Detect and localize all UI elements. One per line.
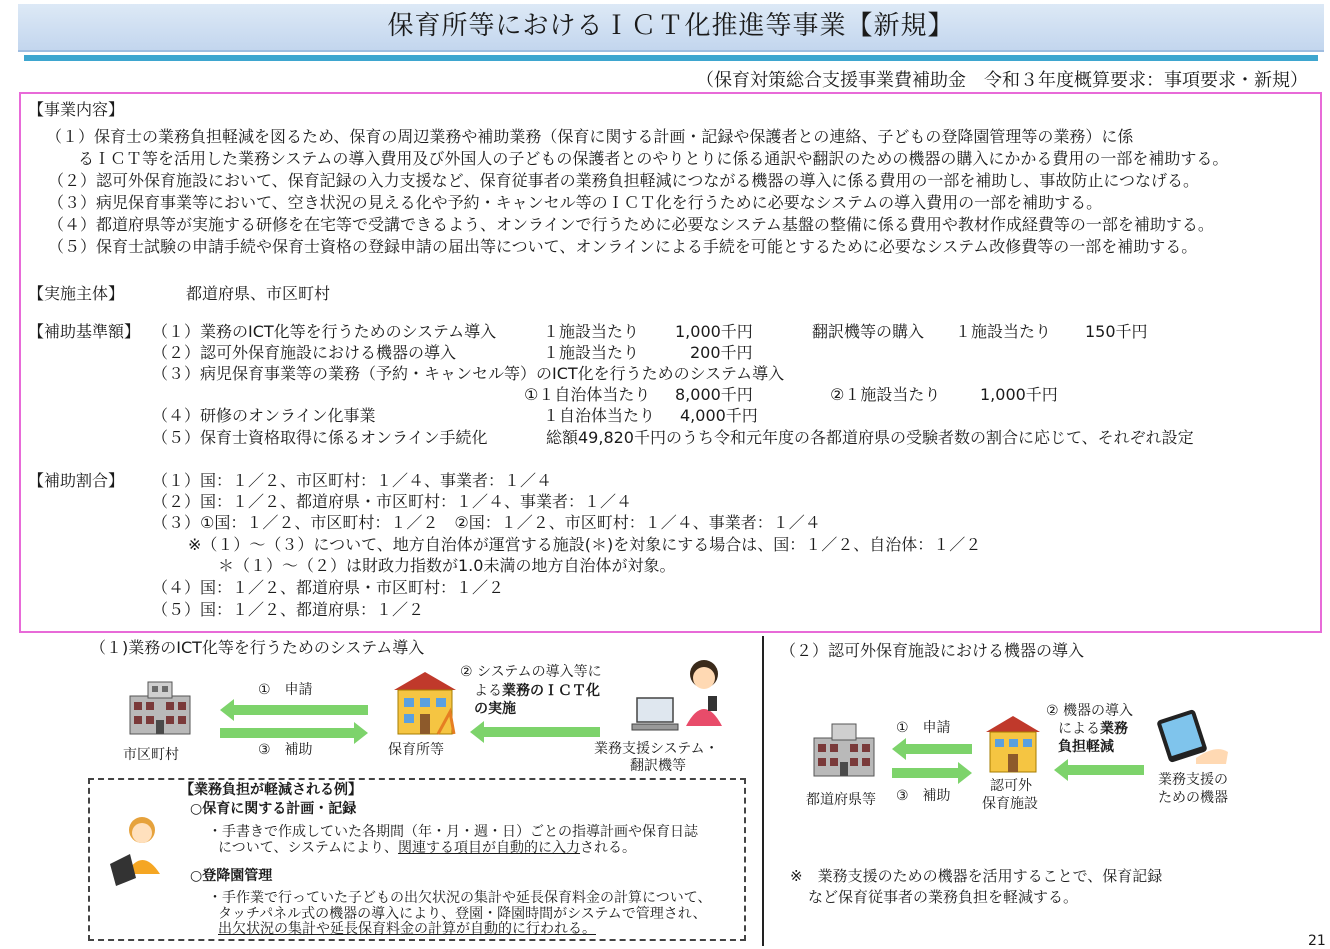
kijun-3b-unit: ②１施設当たり xyxy=(830,385,941,404)
section-heading-jigyo: 【事業内容】 xyxy=(28,100,125,119)
city-hall-icon xyxy=(126,676,194,738)
page-title: 保育所等におけるＩＣＴ化推進等事業【新規】 xyxy=(387,11,955,41)
laptop-icon xyxy=(630,694,680,736)
wariai-4: （４）国：１／２、都道府県・市区町村：１／２ xyxy=(152,578,505,597)
item-4: （４）都道府県等が実施する研修を在宅等で受講できるよう、オンラインで行うために必要なシステム基盤の整備に係る費用や教材作成経費等の一部を補助する。 xyxy=(48,215,1214,234)
wariai-3: （３）①国：１／２、市区町村：１／２ ②国：１／２、市区町村：１／４、事業者：１／４ xyxy=(152,513,821,532)
tablet-hand-icon xyxy=(1156,708,1232,766)
kijun-3a-amount: 8,000千円 xyxy=(675,385,753,404)
apply-arrow xyxy=(220,699,368,721)
ninkagai-icon xyxy=(980,712,1046,776)
step2-line-3: の実施 xyxy=(474,701,516,717)
kijun-1-extra-label: 翻訳機等の購入 xyxy=(812,322,925,341)
right-arrow-label-subsidy: ③ 補助 xyxy=(896,788,951,804)
label-device-2: ための機器 xyxy=(1158,790,1228,806)
right-apply-arrow xyxy=(892,738,972,760)
section-heading-wariai: 【補助割合】 xyxy=(28,471,125,490)
label-hoikusho: 保育所等 xyxy=(388,742,444,758)
kijun-1-label: （１）業務のICT化等を行うためのシステム導入 xyxy=(152,322,497,341)
right-step2-line-3: 負担軽減 xyxy=(1058,739,1114,755)
page-number: 21 xyxy=(1308,933,1326,949)
kijun-3-label: （３）病児保育事業等の業務（予約・キャンセル等）のICT化を行うためのシステム導入 xyxy=(152,364,785,383)
item-5: （５）保育士試験の申請手続や保育士資格の登録申請の届出等について、オンラインによる手続を可能とするために必要なシステム改修費等の一部を補助する。 xyxy=(48,237,1198,256)
kijun-2-label: （２）認可外保育施設における機器の導入 xyxy=(152,343,457,362)
example-1-line-2: について、システムにより、関連する項目が自動的に入力される。 xyxy=(218,840,637,856)
right-step2-line-1: ② 機器の導入 xyxy=(1046,703,1134,719)
wariai-note: ※（１）～（３）について、地方自治体が運営する施設(＊)を対象にする場合は、国：１／２、自治体：１／２ xyxy=(188,535,982,554)
section-heading-kijun: 【補助基準額】 xyxy=(28,322,141,341)
step2-line-1: ② システムの導入等に xyxy=(460,664,602,680)
kijun-4-unit: １自治体当たり xyxy=(543,406,656,425)
arrow-label-apply: ① 申請 xyxy=(258,682,313,698)
label-device: 業務支援の xyxy=(1158,772,1228,788)
kijun-1-extra-amount: 150千円 xyxy=(1085,322,1148,341)
diagram-left-title: （１)業務のICT化等を行うためのシステム導入 xyxy=(90,638,425,657)
kijun-1-extra-unit: １施設当たり xyxy=(955,322,1052,341)
label-pref: 都道府県等 xyxy=(806,792,876,808)
right-step2-line-2: による業務 xyxy=(1058,721,1128,737)
kijun-5-label: （５）保育士資格取得に係るオンライン手続化 xyxy=(152,428,488,447)
section-heading-jisshi: 【実施主体】 xyxy=(28,284,125,303)
right-subsidy-arrow xyxy=(892,762,972,784)
kijun-2-unit: １施設当たり xyxy=(543,343,640,362)
item-3: （３）病児保育事業等において、空き状況の見える化や予約・キャンセル等のＩＣＴ化を行うために必要なシステムの導入費用の一部を補助する。 xyxy=(48,193,1103,212)
example-1-line-1: ・手書きで作成していた各期間（年・月・週・日）ごとの指導計画や保育日誌 xyxy=(208,824,698,840)
right-note-line-1: ※ 業務支援のための機器を活用することで、保育記録 xyxy=(790,867,1163,885)
subsidy-arrow xyxy=(220,722,368,744)
right-note-line-2: など保育従事者の業務負担を軽減する。 xyxy=(808,888,1079,906)
item-2: （２）認可外保育施設において、保育記録の入力支援など、保育従事者の業務負担軽減につながる機器の導入に係る費用の一部を補助し、事故防止につなげる。 xyxy=(48,171,1200,190)
wariai-note-2: ＊（１）～（２）は財政力指数が1.0未満の地方自治体が対象。 xyxy=(218,556,676,575)
example-2-line-3: 出欠状況の集計や延長保育料金の計算が自動的に行われる。 xyxy=(218,921,596,937)
kijun-1-unit: １施設当たり xyxy=(543,322,640,341)
diagram-right-title: （２）認可外保育施設における機器の導入 xyxy=(780,641,1085,660)
arrow-label-subsidy: ③ 補助 xyxy=(258,742,313,758)
label-ninkagai-2: 保育施設 xyxy=(982,796,1038,812)
prefecture-icon xyxy=(810,718,878,780)
step2-line-2: よる業務のＩＣＴ化 xyxy=(474,683,600,699)
label-system: 業務支援システム・ xyxy=(594,741,719,757)
item-1-line-2: るＩＣＴ等を活用した業務システムの導入費用及び外国人の子どもの保護者とのやりとりに係る通訳や翻訳のための機器の購入にかかる費用の一部を補助する。 xyxy=(78,149,1229,168)
nursery-icon xyxy=(388,668,462,738)
ict-arrow xyxy=(470,721,600,743)
section-divider xyxy=(762,636,764,946)
kijun-2-amount: 200千円 xyxy=(690,343,753,362)
title-bar xyxy=(18,4,1324,52)
right-device-arrow xyxy=(1054,759,1144,781)
example-heading: 【業務負担が軽減される例】 xyxy=(180,782,362,798)
example-sub-1: ○保育に関する計画・記録 xyxy=(190,801,357,817)
person-phone-icon xyxy=(676,656,732,728)
kijun-4-label: （４）研修のオンライン化事業 xyxy=(152,406,376,425)
right-arrow-label-apply: ① 申請 xyxy=(896,720,951,736)
kijun-1-amount: 1,000千円 xyxy=(675,322,753,341)
example-sub-2: ○登降園管理 xyxy=(190,868,273,884)
label-city: 市区町村 xyxy=(123,747,179,763)
title-rule xyxy=(24,55,1318,61)
wariai-5: （５）国：１／２、都道府県：１／２ xyxy=(152,600,425,619)
kijun-3b-amount: 1,000千円 xyxy=(980,385,1058,404)
label-ninkagai: 認可外 xyxy=(990,778,1032,794)
jisshi-value: 都道府県、市区町村 xyxy=(186,284,331,303)
wariai-1: （１）国：１／２、市区町村：１／４、事業者：１／４ xyxy=(152,471,553,490)
item-1-line-1: （１）保育士の業務負担軽減を図るため、保育の周辺業務や補助業務（保育に関する計画・記録や保護者との連絡、子どもの登降園管理等の業務）に係 xyxy=(46,127,1134,146)
kijun-5-value: 総額49,820千円のうち令和元年度の各都道府県の受験者数の割合に応じて、それぞれ設定 xyxy=(546,428,1194,447)
wariai-2: （２）国：１／２、都道府県・市区町村：１／４、事業者：１／４ xyxy=(152,492,633,511)
page-subtitle: （保育対策総合支援事業費補助金 令和３年度概算要求：事項要求・新規） xyxy=(696,70,1308,91)
example-2-line-1: ・手作業で行っていた子どもの出欠状況の集計や延長保育料金の計算について、 xyxy=(208,890,712,906)
example-2-line-2: タッチパネル式の機器の導入により、登園・降園時間がシステムで管理され、 xyxy=(218,906,707,922)
worker-laptop-icon xyxy=(106,812,170,888)
label-system-2: 翻訳機等 xyxy=(630,758,686,774)
kijun-3a-unit: ①１自治体当たり xyxy=(524,385,651,404)
kijun-4-amount: 4,000千円 xyxy=(680,406,758,425)
